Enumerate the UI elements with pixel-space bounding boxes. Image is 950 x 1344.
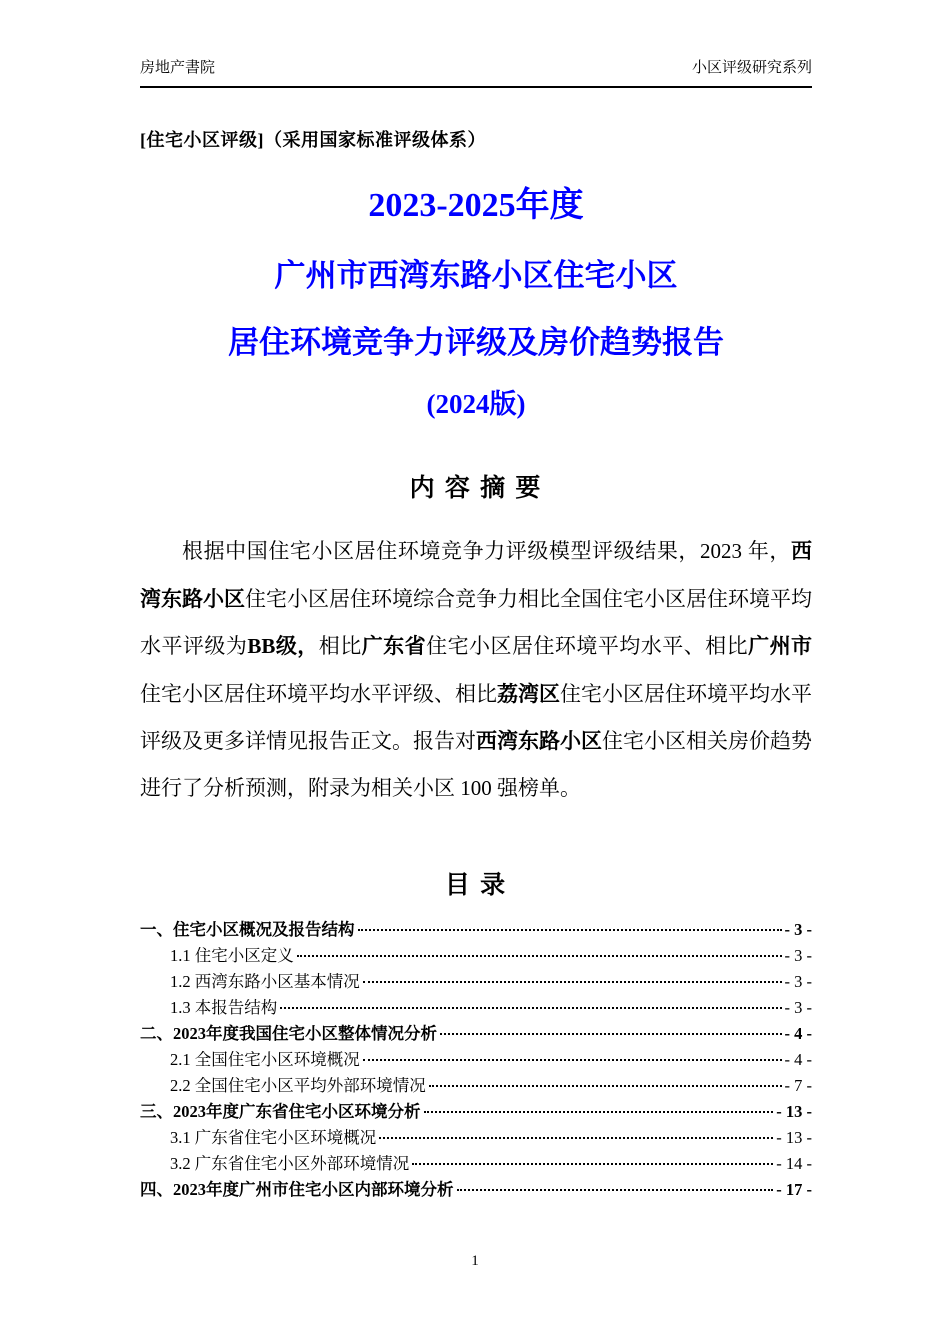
toc-item <box>140 1047 812 1073</box>
toc-dot-leader <box>379 1137 773 1139</box>
toc-item <box>140 995 812 1021</box>
toc-heading: 目 录 <box>444 871 508 899</box>
toc-item-label: 3.1 广东省住宅小区环境概况 <box>170 1127 377 1147</box>
toc-item-label: 1.1 住宅小区定义 <box>170 945 294 965</box>
toc-item-page-number: - 3 - <box>784 997 812 1017</box>
summary-segment: 住宅小区相关房价趋势进行了分析预测，附录为相关小区 100 强榜单。 <box>140 728 812 801</box>
summary-segment-community-name: 西湾东路小区 <box>140 539 812 611</box>
toc-item <box>140 1073 812 1099</box>
toc-item-page-number: - 7 - <box>784 1075 812 1095</box>
toc-item-label: 一、住宅小区概况及报告结构 <box>140 919 355 939</box>
toc-item-page-number: - 3 - <box>784 919 812 939</box>
summary-segment: 根据中国住宅小区居住环境竞争力评级模型评级结果，2023 年， <box>182 539 791 564</box>
report-title-community: 广州市西湾东路小区住宅小区 <box>274 257 678 293</box>
toc-dot-leader <box>363 981 782 983</box>
header-left-text: 房地产書院 <box>140 60 216 76</box>
summary-segment-rating: BB级， <box>247 634 319 659</box>
toc-dot-leader <box>440 1033 782 1035</box>
toc-list <box>140 917 812 1203</box>
summary-segment-community-name: 西湾东路小区 <box>476 728 602 753</box>
toc-dot-leader <box>424 1111 774 1113</box>
toc-item-label: 三、2023年度广东省住宅小区环境分析 <box>140 1101 421 1121</box>
page-header <box>140 56 812 88</box>
toc-item <box>140 943 812 969</box>
toc-item-label: 二、2023年度我国住宅小区整体情况分析 <box>140 1023 437 1043</box>
summary-segment-province: 广东省 <box>361 634 427 659</box>
toc-item-page-number: - 13 - <box>776 1101 812 1121</box>
toc-dot-leader <box>280 1007 781 1009</box>
toc-item <box>140 1151 812 1177</box>
summary-heading: 内 容 摘 要 <box>409 475 543 503</box>
toc-item-label: 1.2 西湾东路小区基本情况 <box>170 971 360 991</box>
summary-paragraph <box>140 528 812 813</box>
summary-segment: 住宅小区居住环境平均水平评级、相比 <box>140 681 497 706</box>
toc-item-label: 四、2023年度广州市住宅小区内部环境分析 <box>140 1179 454 1199</box>
toc-item-label: 2.2 全国住宅小区平均外部环境情况 <box>170 1075 426 1095</box>
summary-segment: 住宅小区居住环境平均水平评级及更多详情见报告正文。报告对 <box>140 681 812 753</box>
report-title-edition: (2024版) <box>426 389 526 420</box>
toc-item-page-number: - 17 - <box>776 1179 812 1199</box>
toc-dot-leader <box>457 1189 774 1191</box>
summary-segment-district: 荔湾区 <box>497 681 560 706</box>
rating-tag: [住宅小区评级]（采用国家标准评级体系） <box>140 130 486 150</box>
report-title-years: 2023-2025年度 <box>368 187 584 224</box>
summary-segment: 住宅小区居住环境平均水平、相比 <box>426 634 749 659</box>
toc-item-page-number: - 3 - <box>784 945 812 965</box>
toc-item-label: 3.2 广东省住宅小区外部环境情况 <box>170 1153 410 1173</box>
toc-dot-leader <box>429 1085 782 1087</box>
toc-item-label: 2.1 全国住宅小区环境概况 <box>170 1049 360 1069</box>
toc-item <box>140 1021 812 1047</box>
header-right-text: 小区评级研究系列 <box>691 60 812 76</box>
toc-item-label: 1.3 本报告结构 <box>170 997 278 1017</box>
toc-item-page-number: - 4 - <box>784 1049 812 1069</box>
summary-segment: 相比 <box>318 634 362 659</box>
toc-dot-leader <box>297 955 782 957</box>
report-title-subject: 居住环境竞争力评级及房价趋势报告 <box>228 324 724 360</box>
toc-dot-leader <box>358 929 782 931</box>
toc-item <box>140 917 812 943</box>
page-number: 1 <box>471 1253 479 1269</box>
summary-segment-city: 广州市 <box>748 634 813 659</box>
toc-item <box>140 969 812 995</box>
toc-item <box>140 1125 812 1151</box>
summary-segment: 住宅小区居住环境综合竞争力相比全国住宅小区居住环境平均水平评级为 <box>140 586 812 659</box>
toc-item-page-number: - 4 - <box>784 1023 812 1043</box>
report-title-block <box>140 182 812 424</box>
toc-item <box>140 1099 812 1125</box>
toc-item <box>140 1177 812 1203</box>
toc-item-page-number: - 14 - <box>776 1153 812 1173</box>
toc-item-page-number: - 3 - <box>784 971 812 991</box>
toc-dot-leader <box>412 1163 773 1165</box>
toc-dot-leader <box>363 1059 782 1061</box>
toc-item-page-number: - 13 - <box>776 1127 812 1147</box>
